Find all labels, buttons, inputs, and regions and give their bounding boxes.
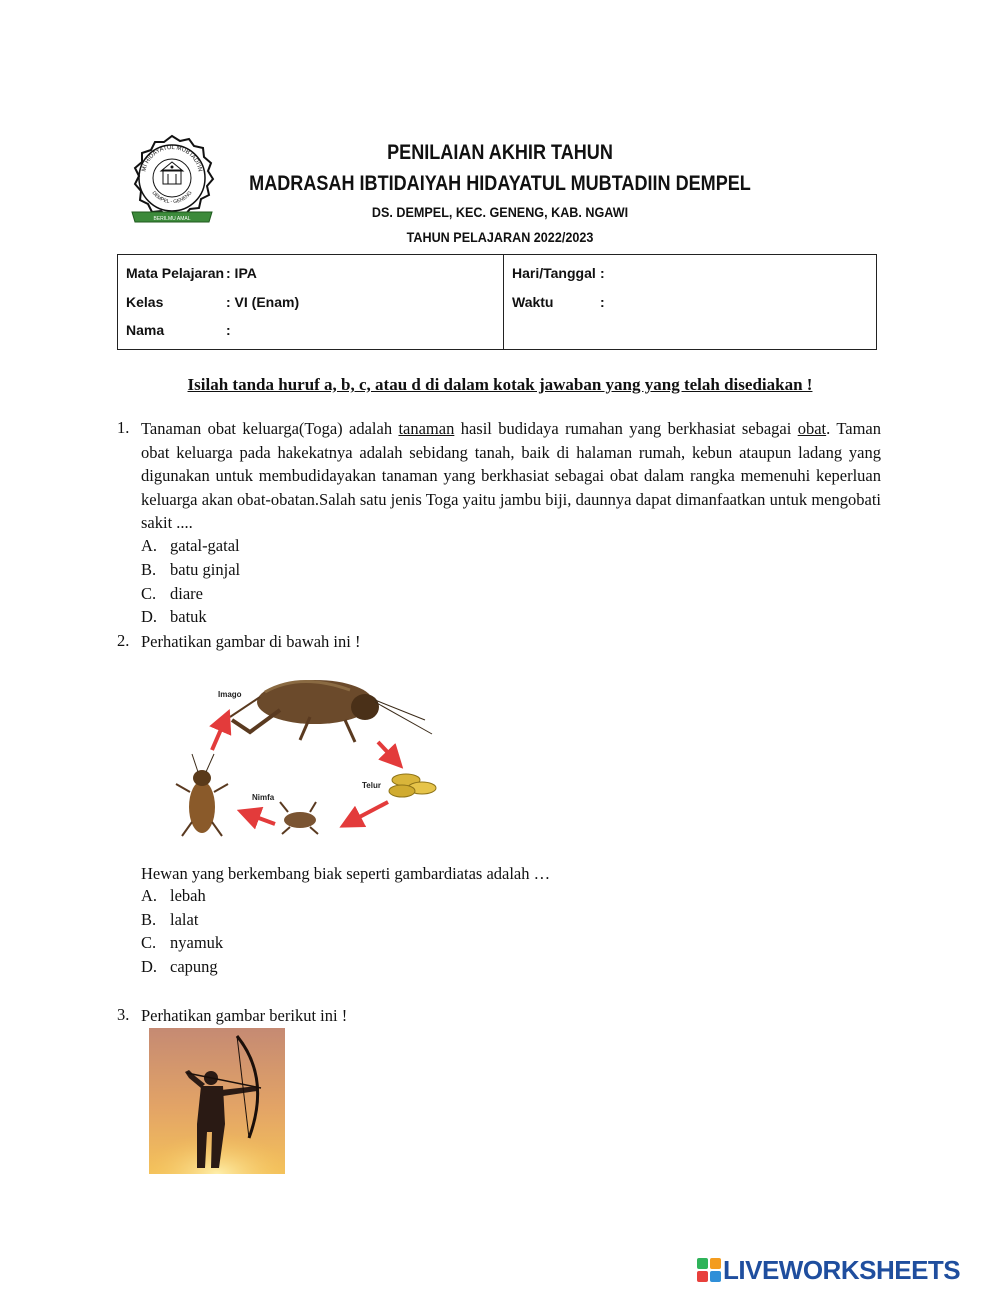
- nimfa-label: Nimfa: [252, 793, 275, 802]
- question-1-text: [141, 417, 881, 535]
- q1-option-c[interactable]: [141, 584, 203, 604]
- question-2-number: 2.: [117, 631, 130, 650]
- class-value: : VI (Enam): [226, 294, 300, 310]
- school-name: MADRASAH IBTIDAIYAH HIDAYATUL MUBTADIIN DEMPEL: [249, 172, 751, 195]
- question-2-followup: Hewan yang berkembang biak seperti gambardiatas adalah …: [141, 864, 551, 883]
- cricket-life-cycle-image: [170, 662, 445, 842]
- telur-label: Telur: [362, 781, 381, 790]
- q2-option-c[interactable]: [141, 933, 223, 953]
- option-letter: C.: [141, 584, 157, 603]
- liveworksheets-icon: [697, 1258, 721, 1282]
- q1-text-part: . Taman obat keluarga pada hakekatnya adalah sebidang tanah, baik di halaman rumah, kebun ataupun ladang yang digunakan untuk membudidayakan tanaman yang berkhasiat sebagai obat dalam rangka memenuhi keperluan keluarga akan obat-obatan.Salah satu jenis Toga yaitu jambu biji, daunnya dapat dimanfaatkan untuk mengobati sakit ....: [141, 419, 881, 532]
- adult-cricket-icon: [230, 680, 432, 742]
- option-text: gatal-gatal: [170, 536, 240, 555]
- option-text: lalat: [170, 910, 199, 929]
- q1-option-b[interactable]: [141, 560, 240, 580]
- q1-text-part: hasil budidaya rumahan yang berkhasiat sebagai: [454, 419, 798, 438]
- option-letter: D.: [141, 607, 158, 626]
- option-text: batuk: [170, 607, 207, 626]
- exam-title: PENILAIAN AKHIR TAHUN: [387, 141, 613, 164]
- date-label: Hari/Tanggal: [512, 265, 596, 281]
- option-text: lebah: [170, 886, 206, 905]
- archer-silhouette-image: [149, 1028, 285, 1174]
- liveworksheets-wordmark: LIVEWORKSHEETS: [723, 1255, 961, 1285]
- info-divider: [503, 255, 504, 349]
- q1-option-d[interactable]: [141, 607, 207, 627]
- juvenile-cricket-icon: [176, 754, 228, 836]
- question-3-text: Perhatikan gambar berikut ini !: [141, 1006, 348, 1025]
- academic-year: TAHUN PELAJARAN 2022/2023: [406, 229, 594, 245]
- subject-value: : IPA: [226, 265, 257, 281]
- option-letter: A.: [141, 536, 158, 555]
- option-text: nyamuk: [170, 933, 224, 952]
- imago-label: Imago: [218, 690, 242, 699]
- option-letter: D.: [141, 957, 158, 976]
- question-1-number: 1.: [117, 418, 130, 437]
- question-3-number: 3.: [117, 1005, 130, 1024]
- name-label: Nama: [126, 322, 165, 338]
- student-info-table: [117, 254, 877, 350]
- option-letter: A.: [141, 886, 158, 905]
- subject-label: Mata Pelajaran: [126, 265, 225, 281]
- class-label: Kelas: [126, 294, 164, 310]
- logo-banner-text: BERILMU AMAL: [153, 216, 191, 222]
- school-logo: [129, 134, 215, 226]
- logo-text-top: MI HIDAYATUL MUBTADI'IN: [141, 144, 203, 173]
- option-text: capung: [170, 957, 218, 976]
- option-letter: C.: [141, 933, 157, 952]
- question-2-text: Perhatikan gambar di bawah ini !: [141, 632, 361, 651]
- q2-option-b[interactable]: [141, 910, 198, 930]
- logo-text-bottom: DEMPEL - GENENG: [150, 190, 194, 206]
- q1-text-part: Tanaman obat keluarga(Toga) adalah: [141, 419, 399, 438]
- instruction-text: Isilah tanda huruf a, b, c, atau d di dalam kotak jawaban yang yang telah disediakan !: [187, 375, 813, 394]
- time-value[interactable]: :: [600, 294, 605, 310]
- time-label: Waktu: [512, 294, 554, 310]
- q1-underlined-tanaman: tanaman: [398, 419, 455, 438]
- option-text: batu ginjal: [170, 560, 241, 579]
- q1-option-a[interactable]: [141, 536, 240, 556]
- eggs-icon: [389, 774, 436, 797]
- nymph-cricket-icon: [280, 802, 318, 834]
- q1-underlined-obat: obat: [797, 419, 827, 438]
- date-value[interactable]: :: [600, 265, 605, 281]
- school-address: DS. DEMPEL, KEC. GENENG, KAB. NGAWI: [371, 204, 629, 220]
- q2-option-a[interactable]: [141, 886, 206, 906]
- liveworksheets-logo[interactable]: [697, 1256, 997, 1286]
- option-letter: B.: [141, 560, 157, 579]
- option-letter: B.: [141, 910, 157, 929]
- option-text: diare: [170, 584, 203, 603]
- name-value[interactable]: :: [226, 322, 231, 338]
- q2-option-d[interactable]: [141, 957, 218, 977]
